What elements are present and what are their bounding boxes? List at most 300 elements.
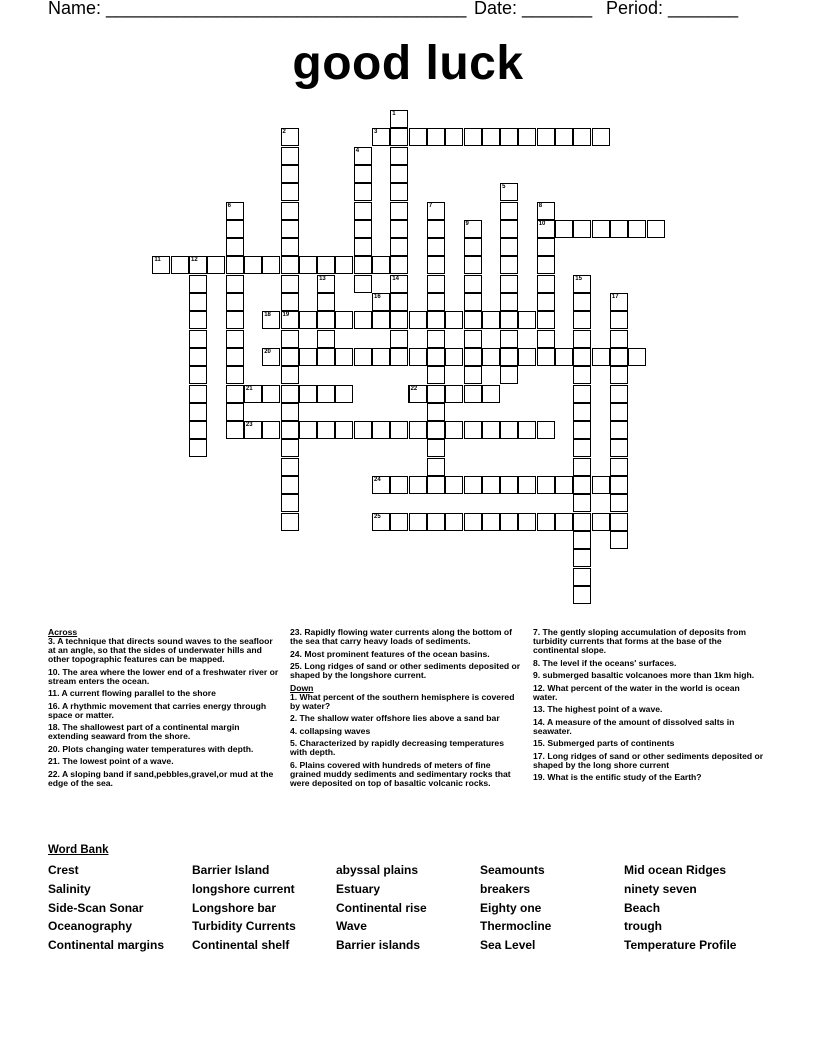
clue-down: 13. The highest point of a wave. bbox=[533, 704, 663, 714]
word-bank-column-2 bbox=[192, 861, 296, 955]
grid-cell[interactable] bbox=[281, 220, 299, 238]
grid-cell[interactable] bbox=[189, 421, 207, 439]
grid-cell[interactable] bbox=[537, 275, 555, 293]
clue-number: 4 bbox=[355, 147, 360, 154]
grid-cell[interactable] bbox=[427, 439, 445, 457]
grid-cell[interactable] bbox=[372, 513, 390, 531]
grid-cell[interactable] bbox=[500, 421, 518, 439]
grid-cell[interactable] bbox=[226, 275, 244, 293]
grid-cell[interactable] bbox=[354, 348, 372, 366]
grid-cell[interactable] bbox=[409, 348, 427, 366]
clue-number: 10 bbox=[538, 220, 546, 227]
word-bank-item: Continental margins bbox=[48, 938, 165, 953]
grid-cell[interactable] bbox=[189, 256, 207, 274]
clue-number: 11 bbox=[154, 257, 161, 264]
grid-cell[interactable] bbox=[281, 311, 299, 329]
grid-cell[interactable] bbox=[317, 256, 335, 274]
grid-cell[interactable] bbox=[390, 183, 408, 201]
grid-cell[interactable] bbox=[518, 421, 536, 439]
grid-cell[interactable] bbox=[281, 293, 299, 311]
grid-cell[interactable] bbox=[281, 366, 299, 384]
grid-cell[interactable] bbox=[500, 256, 518, 274]
grid-cell[interactable] bbox=[427, 348, 445, 366]
grid-cell[interactable] bbox=[189, 366, 207, 384]
grid-cell[interactable] bbox=[409, 385, 427, 403]
grid-cell[interactable] bbox=[189, 311, 207, 329]
grid-cell[interactable] bbox=[610, 476, 628, 494]
grid-cell[interactable] bbox=[482, 311, 500, 329]
grid-cell[interactable] bbox=[409, 311, 427, 329]
grid-cell[interactable] bbox=[354, 147, 372, 165]
grid-cell[interactable] bbox=[372, 348, 390, 366]
grid-cell[interactable] bbox=[262, 311, 280, 329]
grid-cell[interactable] bbox=[390, 256, 408, 274]
grid-cell[interactable] bbox=[445, 311, 463, 329]
grid-cell[interactable] bbox=[409, 476, 427, 494]
grid-cell[interactable] bbox=[390, 330, 408, 348]
grid-cell[interactable] bbox=[445, 421, 463, 439]
grid-cell[interactable] bbox=[500, 366, 518, 384]
grid-cell[interactable] bbox=[482, 513, 500, 531]
grid-cell[interactable] bbox=[482, 385, 500, 403]
grid-cell[interactable] bbox=[335, 311, 353, 329]
grid-cell[interactable] bbox=[610, 494, 628, 512]
grid-cell[interactable] bbox=[500, 275, 518, 293]
grid-cell[interactable] bbox=[226, 256, 244, 274]
grid-cell[interactable] bbox=[628, 220, 646, 238]
grid-cell[interactable] bbox=[189, 403, 207, 421]
grid-cell[interactable] bbox=[427, 421, 445, 439]
grid-cell[interactable] bbox=[390, 421, 408, 439]
grid-cell[interactable] bbox=[464, 476, 482, 494]
grid-cell[interactable] bbox=[573, 330, 591, 348]
grid-cell[interactable] bbox=[573, 439, 591, 457]
grid-cell[interactable] bbox=[555, 348, 573, 366]
grid-cell[interactable] bbox=[573, 531, 591, 549]
grid-cell[interactable] bbox=[226, 220, 244, 238]
grid-cell[interactable] bbox=[354, 421, 372, 439]
clue-number: 12 bbox=[191, 257, 198, 264]
grid-cell[interactable] bbox=[226, 293, 244, 311]
grid-cell[interactable] bbox=[427, 330, 445, 348]
grid-cell[interactable] bbox=[354, 275, 372, 293]
grid-cell[interactable] bbox=[372, 293, 390, 311]
grid-cell[interactable] bbox=[464, 275, 482, 293]
grid-cell[interactable] bbox=[610, 385, 628, 403]
grid-cell[interactable] bbox=[409, 513, 427, 531]
word-bank-item: abyssal plains bbox=[336, 863, 419, 877]
grid-cell[interactable] bbox=[573, 586, 591, 604]
grid-cell[interactable] bbox=[281, 348, 299, 366]
grid-cell[interactable] bbox=[518, 128, 536, 146]
clues-column-3 bbox=[533, 628, 765, 786]
grid-cell[interactable] bbox=[317, 421, 335, 439]
grid-cell[interactable] bbox=[592, 513, 610, 531]
clue-down: 14. A measure of the amount of dissolved salts in seawater. bbox=[533, 716, 735, 736]
grid-cell[interactable] bbox=[281, 275, 299, 293]
grid-cell[interactable] bbox=[573, 513, 591, 531]
grid-cell[interactable] bbox=[390, 202, 408, 220]
grid-cell[interactable] bbox=[354, 256, 372, 274]
grid-cell[interactable] bbox=[427, 202, 445, 220]
grid-cell[interactable] bbox=[537, 476, 555, 494]
grid-cell[interactable] bbox=[573, 494, 591, 512]
clue-number: 18 bbox=[264, 312, 271, 319]
grid-cell[interactable] bbox=[445, 513, 463, 531]
grid-cell[interactable] bbox=[610, 366, 628, 384]
word-bank-item: Temperature Profile bbox=[624, 938, 737, 953]
grid-cell[interactable] bbox=[390, 275, 408, 293]
grid-cell[interactable] bbox=[500, 238, 518, 256]
grid-cell[interactable] bbox=[262, 385, 280, 403]
grid-cell[interactable] bbox=[573, 275, 591, 293]
grid-cell[interactable] bbox=[482, 421, 500, 439]
grid-cell[interactable] bbox=[537, 128, 555, 146]
grid-cell[interactable] bbox=[573, 311, 591, 329]
grid-cell[interactable] bbox=[171, 256, 189, 274]
grid-cell[interactable] bbox=[372, 421, 390, 439]
grid-cell[interactable] bbox=[354, 183, 372, 201]
grid-cell[interactable] bbox=[335, 385, 353, 403]
grid-cell[interactable] bbox=[537, 330, 555, 348]
grid-cell[interactable] bbox=[482, 476, 500, 494]
grid-cell[interactable] bbox=[610, 458, 628, 476]
grid-cell[interactable] bbox=[555, 128, 573, 146]
grid-cell[interactable] bbox=[500, 330, 518, 348]
clue-number: 23 bbox=[245, 422, 253, 429]
grid-cell[interactable] bbox=[610, 531, 628, 549]
grid-cell[interactable] bbox=[610, 220, 628, 238]
word-bank-item: Barrier Island bbox=[192, 863, 270, 877]
clue-across: 11. A current flowing parallel to the shore bbox=[48, 688, 216, 698]
clue-down: 7. The gently sloping accumulation of deposits from turbidity currents that forms at the base of the continental slope. bbox=[533, 627, 746, 655]
grid-cell[interactable] bbox=[427, 476, 445, 494]
grid-cell[interactable] bbox=[464, 348, 482, 366]
grid-cell[interactable] bbox=[610, 348, 628, 366]
grid-cell[interactable] bbox=[500, 311, 518, 329]
word-bank-item: longshore current bbox=[192, 881, 295, 896]
grid-cell[interactable] bbox=[464, 293, 482, 311]
grid-cell[interactable] bbox=[464, 220, 482, 238]
grid-cell[interactable] bbox=[281, 256, 299, 274]
grid-cell[interactable] bbox=[372, 256, 390, 274]
grid-cell[interactable] bbox=[244, 385, 262, 403]
word-bank-title: Word Bank bbox=[48, 844, 109, 856]
name-field[interactable]: Name: ____________________________________ bbox=[48, 0, 467, 18]
grid-cell[interactable] bbox=[372, 128, 390, 146]
grid-cell[interactable] bbox=[390, 165, 408, 183]
grid-cell[interactable] bbox=[518, 476, 536, 494]
grid-cell[interactable] bbox=[354, 202, 372, 220]
grid-cell[interactable] bbox=[281, 403, 299, 421]
grid-cell[interactable] bbox=[354, 238, 372, 256]
grid-cell[interactable] bbox=[317, 348, 335, 366]
grid-cell[interactable] bbox=[335, 348, 353, 366]
grid-cell[interactable] bbox=[500, 348, 518, 366]
grid-cell[interactable] bbox=[573, 458, 591, 476]
grid-cell[interactable] bbox=[573, 385, 591, 403]
word-bank-item: ninety seven bbox=[624, 881, 697, 896]
clue-number: 19 bbox=[282, 312, 290, 319]
grid-cell[interactable] bbox=[464, 421, 482, 439]
grid-cell[interactable] bbox=[317, 385, 335, 403]
grid-cell[interactable] bbox=[537, 220, 555, 238]
grid-cell[interactable] bbox=[244, 421, 262, 439]
grid-cell[interactable] bbox=[390, 513, 408, 531]
grid-cell[interactable] bbox=[189, 330, 207, 348]
grid-cell[interactable] bbox=[281, 183, 299, 201]
grid-cell[interactable] bbox=[299, 256, 317, 274]
grid-cell[interactable] bbox=[189, 439, 207, 457]
grid-cell[interactable] bbox=[427, 220, 445, 238]
clue-number: 25 bbox=[374, 513, 381, 520]
grid-cell[interactable] bbox=[281, 165, 299, 183]
grid-cell[interactable] bbox=[335, 421, 353, 439]
grid-cell[interactable] bbox=[573, 568, 591, 586]
grid-cell[interactable] bbox=[427, 275, 445, 293]
grid-cell[interactable] bbox=[464, 330, 482, 348]
grid-cell[interactable] bbox=[518, 311, 536, 329]
grid-cell[interactable] bbox=[390, 147, 408, 165]
grid-cell[interactable] bbox=[427, 366, 445, 384]
grid-cell[interactable] bbox=[390, 293, 408, 311]
grid-cell[interactable] bbox=[226, 330, 244, 348]
grid-cell[interactable] bbox=[427, 403, 445, 421]
date-field[interactable]: Date: _______ bbox=[474, 0, 593, 18]
grid-cell[interactable] bbox=[500, 513, 518, 531]
grid-cell[interactable] bbox=[573, 366, 591, 384]
grid-cell[interactable] bbox=[427, 256, 445, 274]
grid-cell[interactable] bbox=[573, 403, 591, 421]
grid-cell[interactable] bbox=[610, 513, 628, 531]
grid-cell[interactable] bbox=[390, 238, 408, 256]
grid-cell[interactable] bbox=[390, 110, 408, 128]
grid-cell[interactable] bbox=[573, 220, 591, 238]
grid-cell[interactable] bbox=[427, 311, 445, 329]
grid-cell[interactable] bbox=[226, 385, 244, 403]
grid-cell[interactable] bbox=[409, 128, 427, 146]
grid-cell[interactable] bbox=[335, 256, 353, 274]
grid-cell[interactable] bbox=[226, 366, 244, 384]
grid-cell[interactable] bbox=[592, 220, 610, 238]
grid-cell[interactable] bbox=[226, 403, 244, 421]
clue-down: 19. What is the entific study of the Earth? bbox=[533, 772, 702, 782]
grid-cell[interactable] bbox=[464, 238, 482, 256]
word-bank-item: Longshore bar bbox=[192, 900, 277, 915]
grid-cell[interactable] bbox=[281, 238, 299, 256]
grid-cell[interactable] bbox=[445, 476, 463, 494]
grid-cell[interactable] bbox=[464, 513, 482, 531]
grid-cell[interactable] bbox=[207, 256, 225, 274]
grid-cell[interactable] bbox=[317, 330, 335, 348]
grid-cell[interactable] bbox=[244, 256, 262, 274]
grid-cell[interactable] bbox=[390, 476, 408, 494]
grid-cell[interactable] bbox=[500, 220, 518, 238]
grid-cell[interactable] bbox=[573, 476, 591, 494]
grid-cell[interactable] bbox=[464, 128, 482, 146]
grid-cell[interactable] bbox=[427, 293, 445, 311]
grid-cell[interactable] bbox=[409, 421, 427, 439]
grid-cell[interactable] bbox=[445, 128, 463, 146]
grid-cell[interactable] bbox=[281, 476, 299, 494]
grid-cell[interactable] bbox=[281, 494, 299, 512]
grid-cell[interactable] bbox=[610, 330, 628, 348]
grid-cell[interactable] bbox=[390, 128, 408, 146]
clue-down: 15. Submerged parts of continents bbox=[533, 738, 675, 748]
grid-cell[interactable] bbox=[610, 421, 628, 439]
grid-cell[interactable] bbox=[189, 348, 207, 366]
grid-cell[interactable] bbox=[573, 293, 591, 311]
grid-cell[interactable] bbox=[281, 330, 299, 348]
grid-cell[interactable] bbox=[299, 421, 317, 439]
grid-cell[interactable] bbox=[262, 256, 280, 274]
clue-number: 21 bbox=[245, 385, 253, 392]
grid-cell[interactable] bbox=[281, 147, 299, 165]
grid-cell[interactable] bbox=[555, 476, 573, 494]
grid-cell[interactable] bbox=[226, 202, 244, 220]
grid-cell[interactable] bbox=[317, 275, 335, 293]
grid-cell[interactable] bbox=[500, 293, 518, 311]
clue-number: 7 bbox=[428, 202, 433, 209]
grid-cell[interactable] bbox=[281, 513, 299, 531]
clue-down: 9. submerged basaltic volcanoes more than 1km high. bbox=[533, 670, 755, 680]
word-bank-item: Eighty one bbox=[480, 900, 542, 915]
word-bank-item: trough bbox=[624, 919, 662, 934]
grid-cell[interactable] bbox=[482, 348, 500, 366]
grid-cell[interactable] bbox=[464, 311, 482, 329]
grid-cell[interactable] bbox=[537, 293, 555, 311]
grid-cell[interactable] bbox=[427, 238, 445, 256]
grid-cell[interactable] bbox=[299, 385, 317, 403]
grid-cell[interactable] bbox=[464, 385, 482, 403]
grid-cell[interactable] bbox=[573, 421, 591, 439]
grid-cell[interactable] bbox=[427, 513, 445, 531]
clue-number: 22 bbox=[410, 385, 418, 392]
grid-cell[interactable] bbox=[189, 385, 207, 403]
word-bank-column-5 bbox=[624, 861, 736, 955]
grid-cell[interactable] bbox=[390, 348, 408, 366]
grid-cell[interactable] bbox=[555, 513, 573, 531]
grid-cell[interactable] bbox=[500, 183, 518, 201]
grid-cell[interactable] bbox=[317, 311, 335, 329]
clue-number: 15 bbox=[575, 275, 582, 282]
grid-cell[interactable] bbox=[299, 311, 317, 329]
grid-cell[interactable] bbox=[518, 513, 536, 531]
grid-cell[interactable] bbox=[226, 238, 244, 256]
grid-cell[interactable] bbox=[610, 439, 628, 457]
grid-cell[interactable] bbox=[592, 128, 610, 146]
page-title: good luck bbox=[292, 37, 524, 90]
grid-cell[interactable] bbox=[555, 220, 573, 238]
clue-across: 24. Most prominent features of the ocean basins. bbox=[290, 648, 490, 659]
grid-cell[interactable] bbox=[281, 202, 299, 220]
grid-cell[interactable] bbox=[592, 476, 610, 494]
clue-down: 5. Characterized by rapidly decreasing temperatures with depth. bbox=[290, 738, 504, 757]
grid-cell[interactable] bbox=[537, 513, 555, 531]
grid-cell[interactable] bbox=[427, 385, 445, 403]
grid-cell[interactable] bbox=[537, 311, 555, 329]
clues-column-2 bbox=[290, 628, 522, 791]
grid-cell[interactable] bbox=[628, 348, 646, 366]
word-bank-item: Turbidity Currents bbox=[192, 919, 296, 934]
grid-cell[interactable] bbox=[610, 311, 628, 329]
grid-cell[interactable] bbox=[372, 476, 390, 494]
word-bank-item: Thermocline bbox=[480, 919, 552, 934]
grid-cell[interactable] bbox=[427, 128, 445, 146]
grid-cell[interactable] bbox=[464, 256, 482, 274]
grid-cell[interactable] bbox=[573, 128, 591, 146]
grid-cell[interactable] bbox=[573, 549, 591, 567]
grid-cell[interactable] bbox=[537, 421, 555, 439]
grid-cell[interactable] bbox=[500, 476, 518, 494]
grid-cell[interactable] bbox=[610, 293, 628, 311]
grid-cell[interactable] bbox=[281, 421, 299, 439]
grid-cell[interactable] bbox=[537, 256, 555, 274]
word-bank-item: Seamounts bbox=[480, 863, 545, 877]
grid-cell[interactable] bbox=[427, 458, 445, 476]
grid-cell[interactable] bbox=[226, 348, 244, 366]
grid-cell[interactable] bbox=[354, 165, 372, 183]
grid-cell[interactable] bbox=[281, 385, 299, 403]
grid-cell[interactable] bbox=[592, 348, 610, 366]
clue-number: 9 bbox=[465, 220, 469, 227]
grid-cell[interactable] bbox=[226, 421, 244, 439]
word-bank-item: Crest bbox=[48, 863, 79, 877]
grid-cell[interactable] bbox=[500, 202, 518, 220]
grid-cell[interactable] bbox=[189, 293, 207, 311]
grid-cell[interactable] bbox=[610, 403, 628, 421]
clue-down: 12. What percent of the water in the world is ocean water. bbox=[533, 682, 740, 702]
grid-cell[interactable] bbox=[281, 128, 299, 146]
word-bank-item: breakers bbox=[480, 881, 531, 896]
clue-down: 2. The shallow water offshore lies above a sand bar bbox=[290, 713, 500, 723]
grid-cell[interactable] bbox=[262, 421, 280, 439]
grid-cell[interactable] bbox=[299, 348, 317, 366]
grid-cell[interactable] bbox=[390, 311, 408, 329]
grid-cell[interactable] bbox=[445, 348, 463, 366]
grid-cell[interactable] bbox=[647, 220, 665, 238]
grid-cell[interactable] bbox=[281, 439, 299, 457]
grid-cell[interactable] bbox=[354, 220, 372, 238]
grid-cell[interactable] bbox=[537, 238, 555, 256]
clue-number: 17 bbox=[611, 294, 619, 300]
grid-cell[interactable] bbox=[537, 202, 555, 220]
clue-number: 14 bbox=[392, 275, 399, 282]
grid-cell[interactable] bbox=[317, 293, 335, 311]
grid-cell[interactable] bbox=[354, 311, 372, 329]
grid-cell[interactable] bbox=[281, 458, 299, 476]
grid-cell[interactable] bbox=[482, 128, 500, 146]
clue-across: 3. A technique that directs sound waves to the seafloor at an angle, so that the sides of underwater hills and other topographic features can be mapped. bbox=[48, 636, 273, 664]
grid-cell[interactable] bbox=[573, 348, 591, 366]
grid-cell[interactable] bbox=[152, 256, 170, 274]
grid-cell[interactable] bbox=[390, 220, 408, 238]
clue-down: 17. Long ridges of sand or other sediments deposited or shaped by the long shore current bbox=[533, 750, 764, 770]
grid-cell[interactable] bbox=[464, 366, 482, 384]
grid-cell[interactable] bbox=[189, 275, 207, 293]
word-bank-item: Continental shelf bbox=[192, 938, 290, 953]
grid-cell[interactable] bbox=[500, 128, 518, 146]
grid-cell[interactable] bbox=[262, 348, 280, 366]
grid-cell[interactable] bbox=[445, 385, 463, 403]
word-bank-item: Estuary bbox=[336, 881, 381, 896]
down-heading: Down bbox=[290, 682, 314, 693]
grid-cell[interactable] bbox=[372, 311, 390, 329]
grid-cell[interactable] bbox=[537, 348, 555, 366]
grid-cell[interactable] bbox=[518, 348, 536, 366]
period-field[interactable]: Period: _______ bbox=[606, 0, 739, 18]
grid-cell[interactable] bbox=[226, 311, 244, 329]
